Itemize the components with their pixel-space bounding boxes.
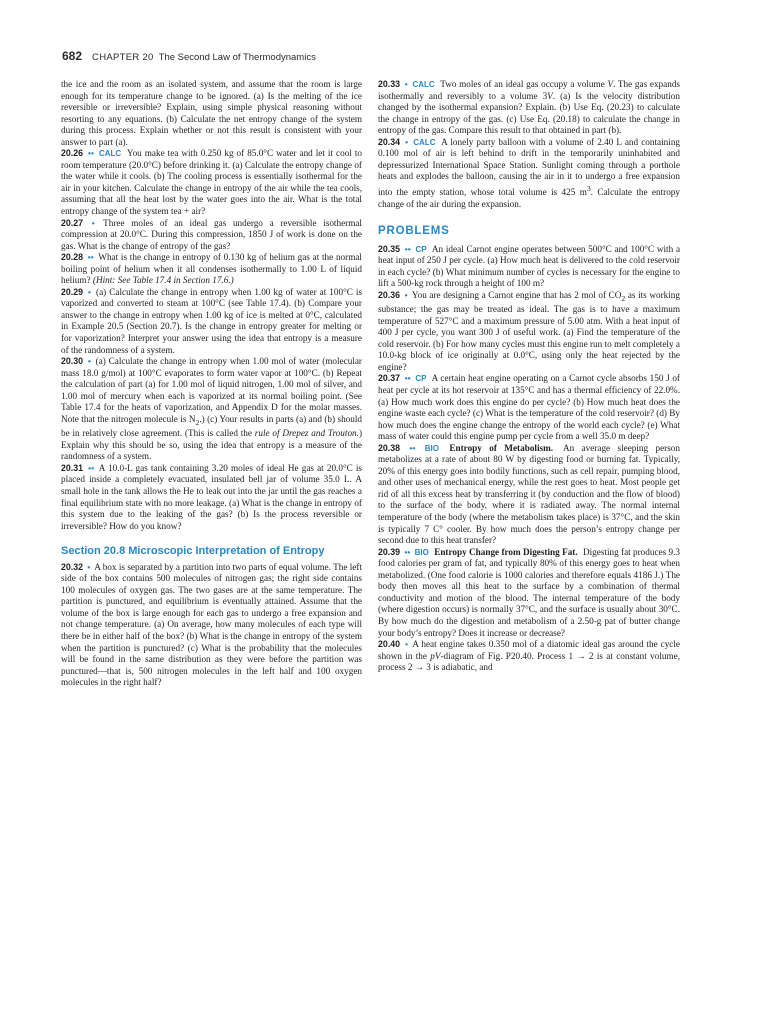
problem-text: A box is separated by a partition into two parts of equal volume. The left side of the box contains 500 molecules of nitrogen gas; the right side contains 100 molecules of oxygen gas. The two gases are at the same temperature. The partition is punctured, and equilibrium is eventually attained. Assume that the volume of the box is large enough for each gas to undergo a free expansion and not change temperature. (a) On average, how many molecules of each type will there be in either half of the box? (b) What is the change in entropy of the system when the partition is punctured? (c) What is the probability that the molecules will be found in the same distribution as they were before the partition was punctured—that is, 500 nitrogen molecules in the left half and 100 oxygen molecules in the right half? xyxy=(61,561,362,688)
section-heading: Section 20.8 Microscopic Interpretation of Entropy xyxy=(61,545,325,558)
right-column xyxy=(378,79,680,674)
problem-number: 20.26 xyxy=(61,148,84,159)
problem-20-33 xyxy=(378,79,680,137)
problem-title: Entropy of Metabolism. xyxy=(449,442,554,453)
difficulty-dots: •• xyxy=(409,442,416,453)
problem-number: 20.30 xyxy=(61,356,84,367)
problem-number: 20.33 xyxy=(378,79,401,89)
problem-text: (a) Calculate the change in entropy when 1.00 kg of water at 100°C is vaporized and converted to steam at 100°C (see Table 17.4). (b) Compare your answer to the change in entropy when 1.00 kg of ice is melted at 0°C, calculated in Example 20.5 (Section 20.7). Is the change in entropy greater for melting or for vaporization? Interpret your answer using the idea that entropy is a measure of the randomness of a system. xyxy=(61,286,363,355)
problem-20-25-continuation: the ice and the room as an isolated system, and assume that the room is large enough for its temperature change to be ignored. (a) Is the melting of the ice reversible or irreversible? Explain, using simple physical reasoning without resorting to any equations. (b) Calculate the net entropy change of the system during this process. Explain whether or not this result is consistent with your answer to part (a). xyxy=(61,79,362,147)
problem-text: A lonely party balloon with a volume of 2.40 L and containing 0.100 mol of air is left behind to drift in the temporarily uninhabited and depressurized International Space Station. Sunlight coming through a porthole heats and explodes the balloon, causing the air in it to undergo a free expansion into the empty station, whose total volume is 425 m xyxy=(378,136,681,197)
bio-tag: BIO xyxy=(424,443,439,453)
problem-text: -diagram of Fig. P20.40. Process 1 → 2 is at constant volume, process 2 → 3 is adiabatic, and xyxy=(378,650,680,673)
variable: V xyxy=(607,79,614,89)
problem-text: . Calculate the entropy change of the air during the expansion. xyxy=(378,186,680,209)
problem-number: 20.32 xyxy=(61,561,84,572)
problem-text: .) (c) Your results in parts (a) and (b) should be in relatively close agreement. (This is called the xyxy=(61,413,362,439)
problem-number: 20.28 xyxy=(61,252,84,263)
problem-text: Digesting fat produces 9.3 food calories per gram of fat, and typically 80% of this energy goes to heat when metabolized. (One food calorie is 1000 calories and therefore equals 4186 J.) The body then moves all this heat to the surface by a combination of thermal conductivity and motion of the blood. The internal temperature of the body (where digestion occurs) is normally 37°C, and the surface is usually about 30°C. By how much do the digestion and metabolism of a 2.50-g pat of butter change your body’s entropy? Does it increase or decrease? xyxy=(378,546,681,638)
difficulty-dots: • xyxy=(404,289,408,300)
difficulty-dots: •• xyxy=(88,148,94,159)
difficulty-dots: • xyxy=(87,356,91,367)
running-header xyxy=(62,49,702,65)
difficulty-dots: • xyxy=(405,136,409,147)
difficulty-dots: •• xyxy=(404,373,411,384)
problem-hint: (Hint: See Table 17.4 in Section 17.6.) xyxy=(92,275,234,286)
problem-number: 20.35 xyxy=(378,243,401,254)
problem-20-37 xyxy=(378,373,680,442)
variable: pV xyxy=(430,650,441,661)
cp-tag: CP xyxy=(415,374,427,384)
difficulty-dots: • xyxy=(87,561,91,572)
difficulty-dots: • xyxy=(404,639,408,650)
problem-text: as its working substance; the gas may be treated as ideal. The gas is to have a maximum temperature of 527°C and a maximum pressure of 5.00 atm. With a heat input of 400 J per cycle, you want 300 J of useful work. (a) Find the temperature of the cold reservoir. (b) For how many cycles must this engine run to melt completely a 10.0-kg block of ice originally at 0.0°C, using only the heat rejected by the engine? xyxy=(378,289,680,372)
problem-text: . (a) Is the velocity distribution changed by the isothermal expansion? Explain. (b) Use Eq. (20.23) to calculate the change in entropy of the gas. (c) Use Eq. (20.18) to calculate the change in entropy of the gas. Compare this result to that obtained in part (b). xyxy=(378,90,680,136)
difficulty-dots: • xyxy=(404,79,408,89)
difficulty-dots: • xyxy=(88,286,92,297)
problem-number: 20.27 xyxy=(61,217,84,228)
problem-20-29 xyxy=(61,287,362,356)
difficulty-dots: •• xyxy=(404,243,411,254)
problem-20-31 xyxy=(61,463,362,532)
problem-text: A 10.0-L gas tank containing 3.20 moles of ideal He gas at 20.0°C is placed inside a completely evacuated, insulated bell jar of volume 35.0 L. A small hole in the tank allows the He to leak out into the jar until the gas reaches a final equilibrium state with no more leakage. (a) What is the change in entropy of this system due to the leaking of the gas? (b) Is the process reversible or irreversible? How do you know? xyxy=(61,462,363,531)
problem-20-26 xyxy=(61,148,362,217)
page-number: 682 xyxy=(62,49,83,63)
cp-tag: CP xyxy=(415,244,427,254)
problem-text: A heat engine takes 0.350 mol of a diatomic ideal gas around the cycle shown in the xyxy=(378,639,681,661)
problem-number: 20.31 xyxy=(61,462,84,473)
difficulty-dots: •• xyxy=(404,546,411,557)
problem-text: An average sleeping person metabolizes at a rate of about 80 W by digesting food or burning fat. Typically, 20% of this energy goes into bodily functions, such as cell repair, pumping blood, and other uses of mechanical energy, while the rest goes to heat. Most people get rid of all this excess heat by transferring it (by conduction and the flow of blood) to the surface of the body, where it is radiated away. The normal internal temperature of the body (where the metabolism takes place) is 37°C, and the skin is typically 7 C° cooler. By how much does the person’s entropy change per second due to this heat transfer? xyxy=(378,442,680,546)
problem-20-34 xyxy=(378,137,680,210)
problem-20-40 xyxy=(378,639,680,674)
problem-text: (a) Calculate the change in entropy when 1.00 mol of water (molecular mass 18.0 g/mol) at 100°C evaporates to form water vapor at 100°C. (b) Repeat the calculation of part (a) for 1.00 mol of liquid nitrogen, 1.00 mol of silver, and 1.00 mol of mercury when each is vaporized at its normal boiling point. (See Table 17.4 for the heats of vaporization, and Appendix D for the molar masses. Note that the nitrogen molecule is N xyxy=(61,356,362,424)
problem-text: Two moles of an ideal gas occupy a volume xyxy=(440,79,608,89)
calc-tag: CALC xyxy=(98,149,122,159)
problem-text: You are designing a Carnot engine that has 2 mol of CO xyxy=(411,289,622,300)
problem-20-35 xyxy=(378,244,680,290)
calc-tag: CALC xyxy=(412,80,435,89)
problem-text: ) Explain why this should be so, using the idea that entropy is a measure of the randomness of a system. xyxy=(61,428,363,462)
variable: V xyxy=(547,90,553,101)
bio-tag: BIO xyxy=(414,547,429,557)
calc-tag: CALC xyxy=(413,137,436,147)
problem-text: Three moles of an ideal gas undergo a reversible isothermal compression at 20.0°C. During this compression, 1850 J of work is done on the gas. What is the change of entropy of the gas? xyxy=(61,217,362,251)
problem-title: Entropy Change from Digesting Fat. xyxy=(434,546,578,557)
problem-20-27 xyxy=(61,218,362,253)
difficulty-dots: •• xyxy=(88,462,95,473)
problem-text: What is the change in entropy of 0.130 kg of helium gas at the normal boiling point of helium when it all condenses isothermally to 1.00 L of liquid helium? xyxy=(61,252,362,286)
problem-text: You make tea with 0.250 kg of 85.0°C water and let it cool to room temperature (20.0°C) before drinking it. (a) Calculate the entropy change of the water while it cools. (b) The cooling process is essentially isothermal for the air in your kitchen. Calculate the change in entropy of the air while the tea cools, assuming that all the heat lost by the water goes into the air. What is the total entropy change of the system tea + air? xyxy=(61,148,362,217)
rule-name: rule of Drepez and Trouton. xyxy=(254,428,359,439)
chapter-label: CHAPTER 20 xyxy=(92,52,154,63)
problem-number: 20.40 xyxy=(378,639,401,650)
problem-number: 20.29 xyxy=(61,286,84,297)
problem-number: 20.38 xyxy=(378,442,401,453)
difficulty-dots: •• xyxy=(87,252,94,263)
problem-20-30 xyxy=(61,356,362,463)
problem-text: A certain heat engine operating on a Carnot cycle absorbs 150 J of heat per cycle at its hot reservoir at 135°C and has a thermal efficiency of 22.0%. (a) How much work does this engine do per cycle? (b) How much heat does the engine waste each cycle? (c) What is the temperature of the cold reservoir? (d) By how much does the engine change the entropy of the world each cycle? (e) What mass of water could this engine pump per cycle from a well 35.0 m deep? xyxy=(378,373,680,442)
problem-number: 20.37 xyxy=(378,373,401,384)
problem-20-38 xyxy=(378,443,680,547)
problem-number: 20.34 xyxy=(378,136,401,147)
problem-text: . The gas expands isothermally and reversibly to a volume 3 xyxy=(378,79,680,101)
problem-20-32 xyxy=(61,562,362,689)
chapter-title: The Second Law of Thermodynamics xyxy=(158,52,316,63)
problem-20-39 xyxy=(378,547,680,639)
problem-20-36 xyxy=(378,290,680,374)
problems-heading: PROBLEMS xyxy=(378,225,450,238)
superscript: 3 xyxy=(586,183,591,193)
left-column xyxy=(61,79,362,689)
problem-number: 20.39 xyxy=(378,546,401,557)
problem-20-28 xyxy=(61,252,362,287)
subscript: 2 xyxy=(621,293,626,303)
difficulty-dots: • xyxy=(91,217,95,228)
problem-text: An ideal Carnot engine operates between 500°C and 100°C with a heat input of 250 J per cycle. (a) How much heat is delivered to the cold reservoir in each cycle? (b) What minimum number of cycles is necessary for the engine to lift a 500-kg rock through a height of 100 m? xyxy=(378,243,681,289)
subscript: 2 xyxy=(195,417,200,427)
problem-number: 20.36 xyxy=(378,289,401,300)
